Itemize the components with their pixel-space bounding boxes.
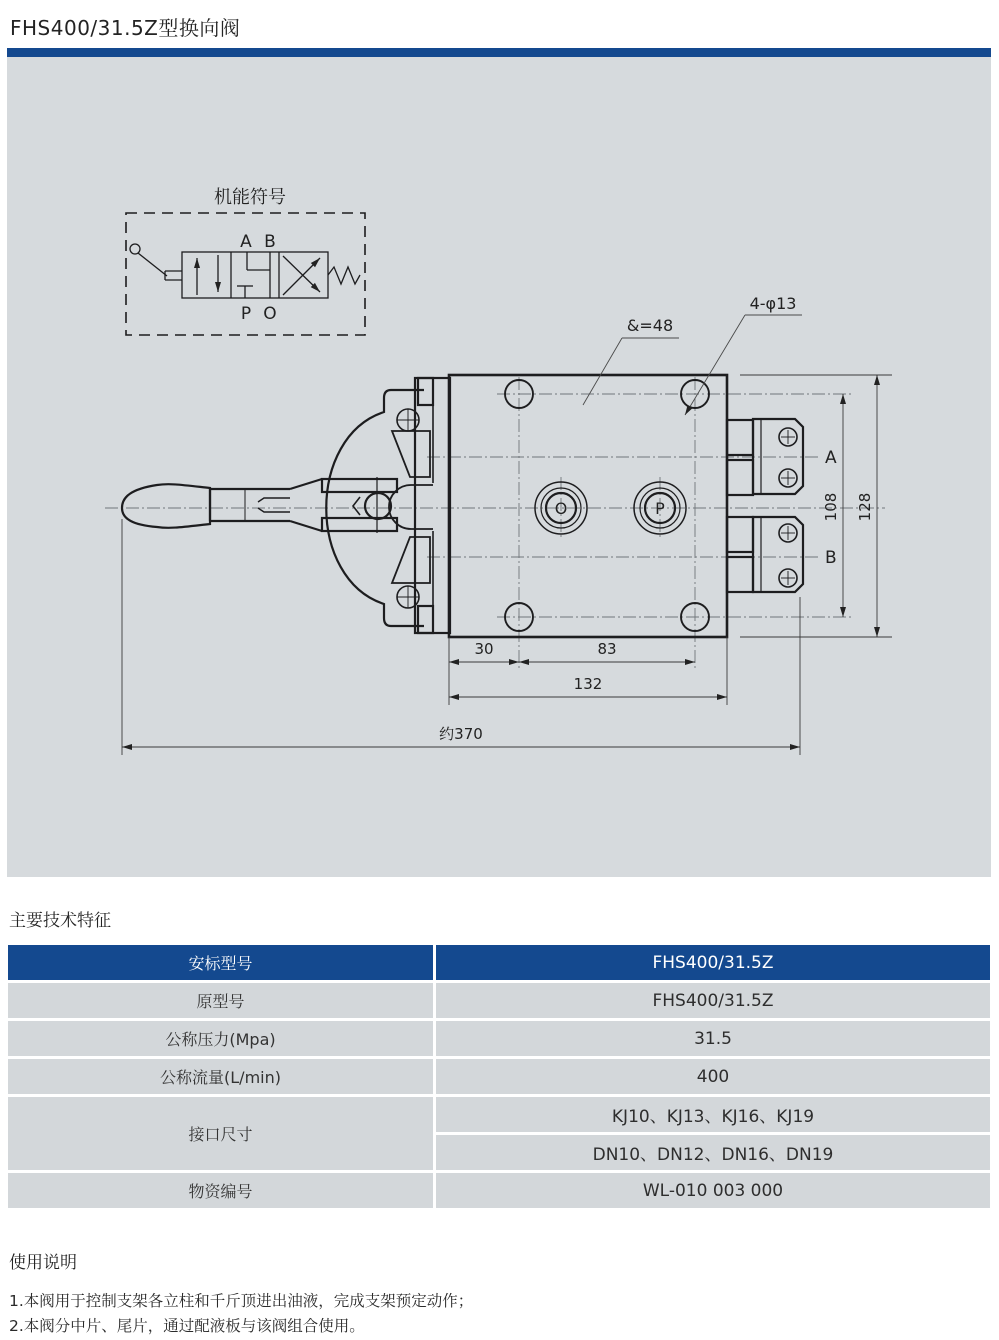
spec-label: 公称压力(Mpa)	[8, 1021, 436, 1059]
usage-note-2: 2.本阀分中片、尾片，通过配液板与该阀组合使用。	[9, 1317, 365, 1335]
spec-label: 公称流量(L/min)	[8, 1059, 436, 1097]
table-row	[8, 1173, 990, 1208]
specs-table	[8, 945, 990, 1208]
spec-value: FHS400/31.5Z	[436, 983, 990, 1021]
spec-label: 物资编号	[8, 1173, 436, 1208]
usage-note-1: 1.本阀用于控制支架各立柱和千斤顶进出油液，完成支架预定动作；	[9, 1292, 474, 1310]
leader-square-48	[583, 316, 679, 405]
table-row-header	[8, 945, 990, 983]
connector-a-label: A	[825, 448, 837, 468]
fork-pin	[365, 493, 391, 519]
symbol-port-p: P	[240, 304, 252, 324]
port-o-label: O	[554, 499, 568, 518]
spec-label: 接口尺寸	[8, 1097, 436, 1173]
spec-value: DN10、DN12、DN16、DN19	[436, 1135, 990, 1173]
dimensions	[122, 375, 892, 755]
holes-dim-label: 4-φ13	[749, 294, 797, 313]
valve-technical-drawing	[7, 57, 991, 877]
symbol-port-b: B	[264, 232, 276, 252]
usage-heading: 使用说明	[9, 1253, 77, 1273]
port-p-label: P	[655, 499, 665, 518]
handle-knob	[122, 484, 210, 528]
leader-holes-4xphi13	[685, 294, 802, 415]
table-row	[8, 1097, 990, 1135]
spec-label: 安标型号	[8, 945, 436, 983]
function-symbol-title: 机能符号	[214, 187, 286, 208]
handle-lever	[122, 477, 397, 533]
symbol-port-o: O	[263, 304, 277, 324]
dim-108: 108	[822, 492, 840, 522]
function-symbol	[126, 187, 365, 335]
centerlines	[105, 377, 885, 669]
dim-132: 132	[573, 675, 603, 693]
spec-value: FHS400/31.5Z	[436, 945, 990, 983]
spec-value: 400	[436, 1059, 990, 1097]
connector-b-label: B	[825, 548, 837, 568]
specs-heading: 主要技术特征	[9, 911, 111, 931]
spec-value: KJ10、KJ13、KJ16、KJ19	[436, 1097, 990, 1135]
symbol-port-a: A	[240, 232, 252, 252]
spring-symbol	[328, 267, 360, 284]
dim-30: 30	[474, 640, 494, 658]
connector-b	[727, 517, 837, 592]
table-row	[8, 1059, 990, 1097]
dim-370: 约370	[439, 725, 483, 743]
lever-symbol-knob	[130, 244, 140, 254]
spec-value: 31.5	[436, 1021, 990, 1059]
spec-value: WL-010 003 000	[436, 1173, 990, 1208]
dim-128: 128	[856, 492, 874, 522]
spec-label: 原型号	[8, 983, 436, 1021]
technical-drawing-panel	[7, 57, 991, 877]
table-row	[8, 1021, 990, 1059]
table-row	[8, 983, 990, 1021]
page-title: FHS400/31.5Z型换向阀	[10, 16, 241, 40]
dim-83: 83	[597, 640, 617, 658]
square-dim-label: &=48	[626, 316, 674, 335]
mounting-bracket	[326, 378, 450, 633]
